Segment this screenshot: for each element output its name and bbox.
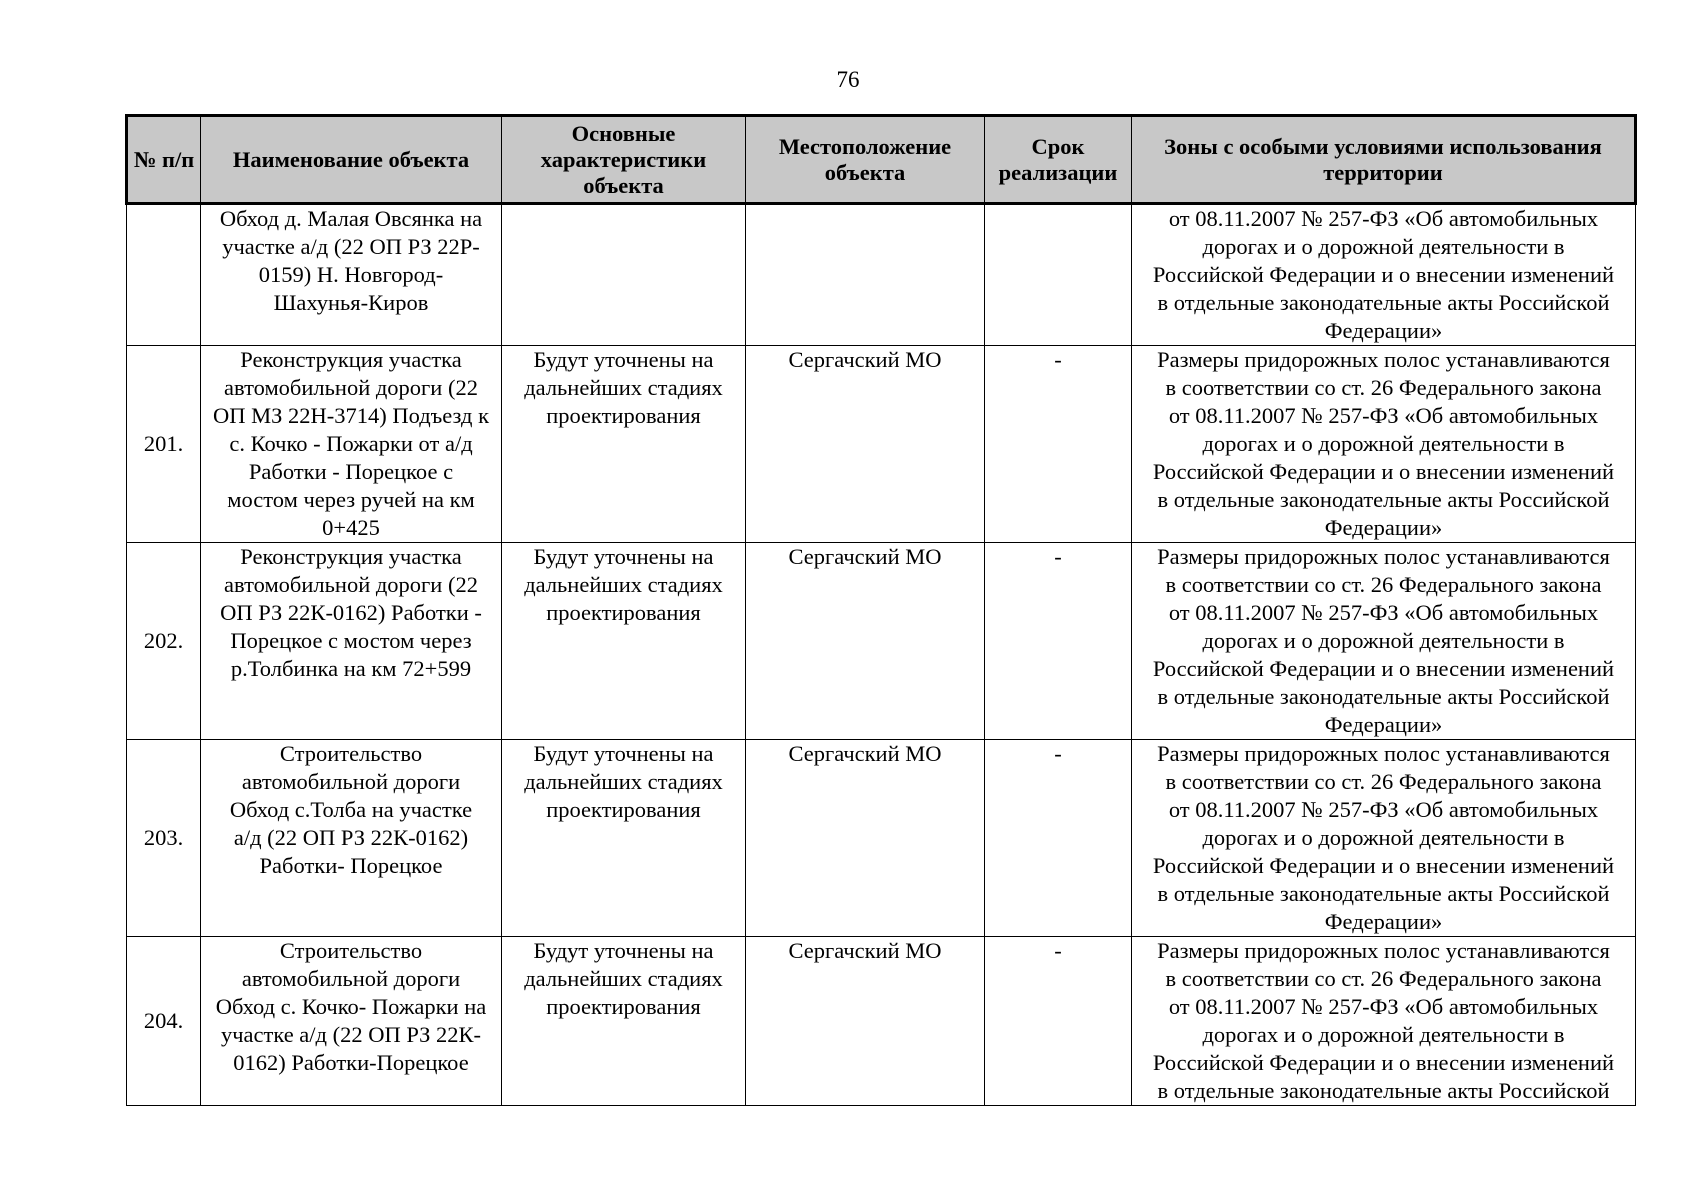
- table-row: [127, 204, 1636, 346]
- row-term: -: [985, 543, 1132, 740]
- header-number: № п/п: [127, 116, 201, 204]
- row-term: -: [985, 346, 1132, 543]
- table-row: [127, 740, 1636, 937]
- row-characteristics: Будут уточнены на дальнейших стадиях проектирования: [502, 543, 746, 740]
- row-number: [127, 204, 201, 346]
- row-term: -: [985, 740, 1132, 937]
- row-object-name: Строительство автомобильной дороги Обход с.Толба на участке а/д (22 ОП РЗ 22К-0162) Работки- Порецкое: [201, 740, 502, 937]
- row-zones: Размеры придорожных полос устанавливаются в соответствии со ст. 26 Федерального закона от 08.11.2007 № 257-ФЗ «Об автомобильных дорогах и о дорожной деятельности в Российской Федерации и о внесении изменений в отдельные законодательные акты Российской Федерации»: [1132, 740, 1636, 937]
- table-row: [127, 937, 1636, 1106]
- row-object-name: Реконструкция участка автомобильной дороги (22 ОП МЗ 22Н-3714) Подъезд к с. Кочко - Пожарки от а/д Работки - Порецкое с мостом через ручей на км 0+425: [201, 346, 502, 543]
- row-object-name: Реконструкция участка автомобильной дороги (22 ОП РЗ 22К-0162) Работки - Порецкое с мостом через р.Толбинка на км 72+599: [201, 543, 502, 740]
- row-object-name: Строительство автомобильной дороги Обход с. Кочко- Пожарки на участке а/д (22 ОП РЗ 22К- 0162) Работки-Порецкое: [201, 937, 502, 1106]
- row-characteristics: Будут уточнены на дальнейших стадиях проектирования: [502, 346, 746, 543]
- row-number: 203.: [127, 740, 201, 937]
- table-header-row: [127, 116, 1636, 204]
- page-number: 76: [836, 67, 860, 92]
- row-location: Сергачский МО: [746, 543, 985, 740]
- row-zones: Размеры придорожных полос устанавливаются в соответствии со ст. 26 Федерального закона от 08.11.2007 № 257-ФЗ «Об автомобильных дорогах и о дорожной деятельности в Российской Федерации и о внесении изменений в отдельные законодательные акты Российской Федерации»: [1132, 346, 1636, 543]
- table-row: [127, 346, 1636, 543]
- row-object-name: Обход д. Малая Овсянка на участке а/д (22 ОП РЗ 22Р- 0159) Н. Новгород- Шахунья-Киров: [201, 204, 502, 346]
- header-term: Срок реализации: [985, 116, 1132, 204]
- table-row: [127, 543, 1636, 740]
- row-characteristics: [502, 204, 746, 346]
- row-characteristics: Будут уточнены на дальнейших стадиях проектирования: [502, 740, 746, 937]
- row-term: -: [985, 937, 1132, 1106]
- header-characteristics: Основные характеристики объекта: [502, 116, 746, 204]
- header-object-name: Наименование объекта: [201, 116, 502, 204]
- row-location: Сергачский МО: [746, 937, 985, 1106]
- row-number: 201.: [127, 346, 201, 543]
- objects-table: [125, 114, 1637, 1106]
- row-characteristics: Будут уточнены на дальнейших стадиях проектирования: [502, 937, 746, 1106]
- row-zones: Размеры придорожных полос устанавливаются в соответствии со ст. 26 Федерального закона от 08.11.2007 № 257-ФЗ «Об автомобильных дорогах и о дорожной деятельности в Российской Федерации и о внесении изменений в отдельные законодательные акты Российской: [1132, 937, 1636, 1106]
- header-zones: Зоны с особыми условиями использования территории: [1132, 116, 1636, 204]
- row-location: Сергачский МО: [746, 740, 985, 937]
- row-term: [985, 204, 1132, 346]
- row-zones: от 08.11.2007 № 257-ФЗ «Об автомобильных дорогах и о дорожной деятельности в Российской Федерации и о внесении изменений в отдельные законодательные акты Российской Федерации»: [1132, 204, 1636, 346]
- row-location: [746, 204, 985, 346]
- row-location: Сергачский МО: [746, 346, 985, 543]
- row-number: 202.: [127, 543, 201, 740]
- row-zones: Размеры придорожных полос устанавливаются в соответствии со ст. 26 Федерального закона от 08.11.2007 № 257-ФЗ «Об автомобильных дорогах и о дорожной деятельности в Российской Федерации и о внесении изменений в отдельные законодательные акты Российской Федерации»: [1132, 543, 1636, 740]
- header-location: Местоположение объекта: [746, 116, 985, 204]
- row-number: 204.: [127, 937, 201, 1106]
